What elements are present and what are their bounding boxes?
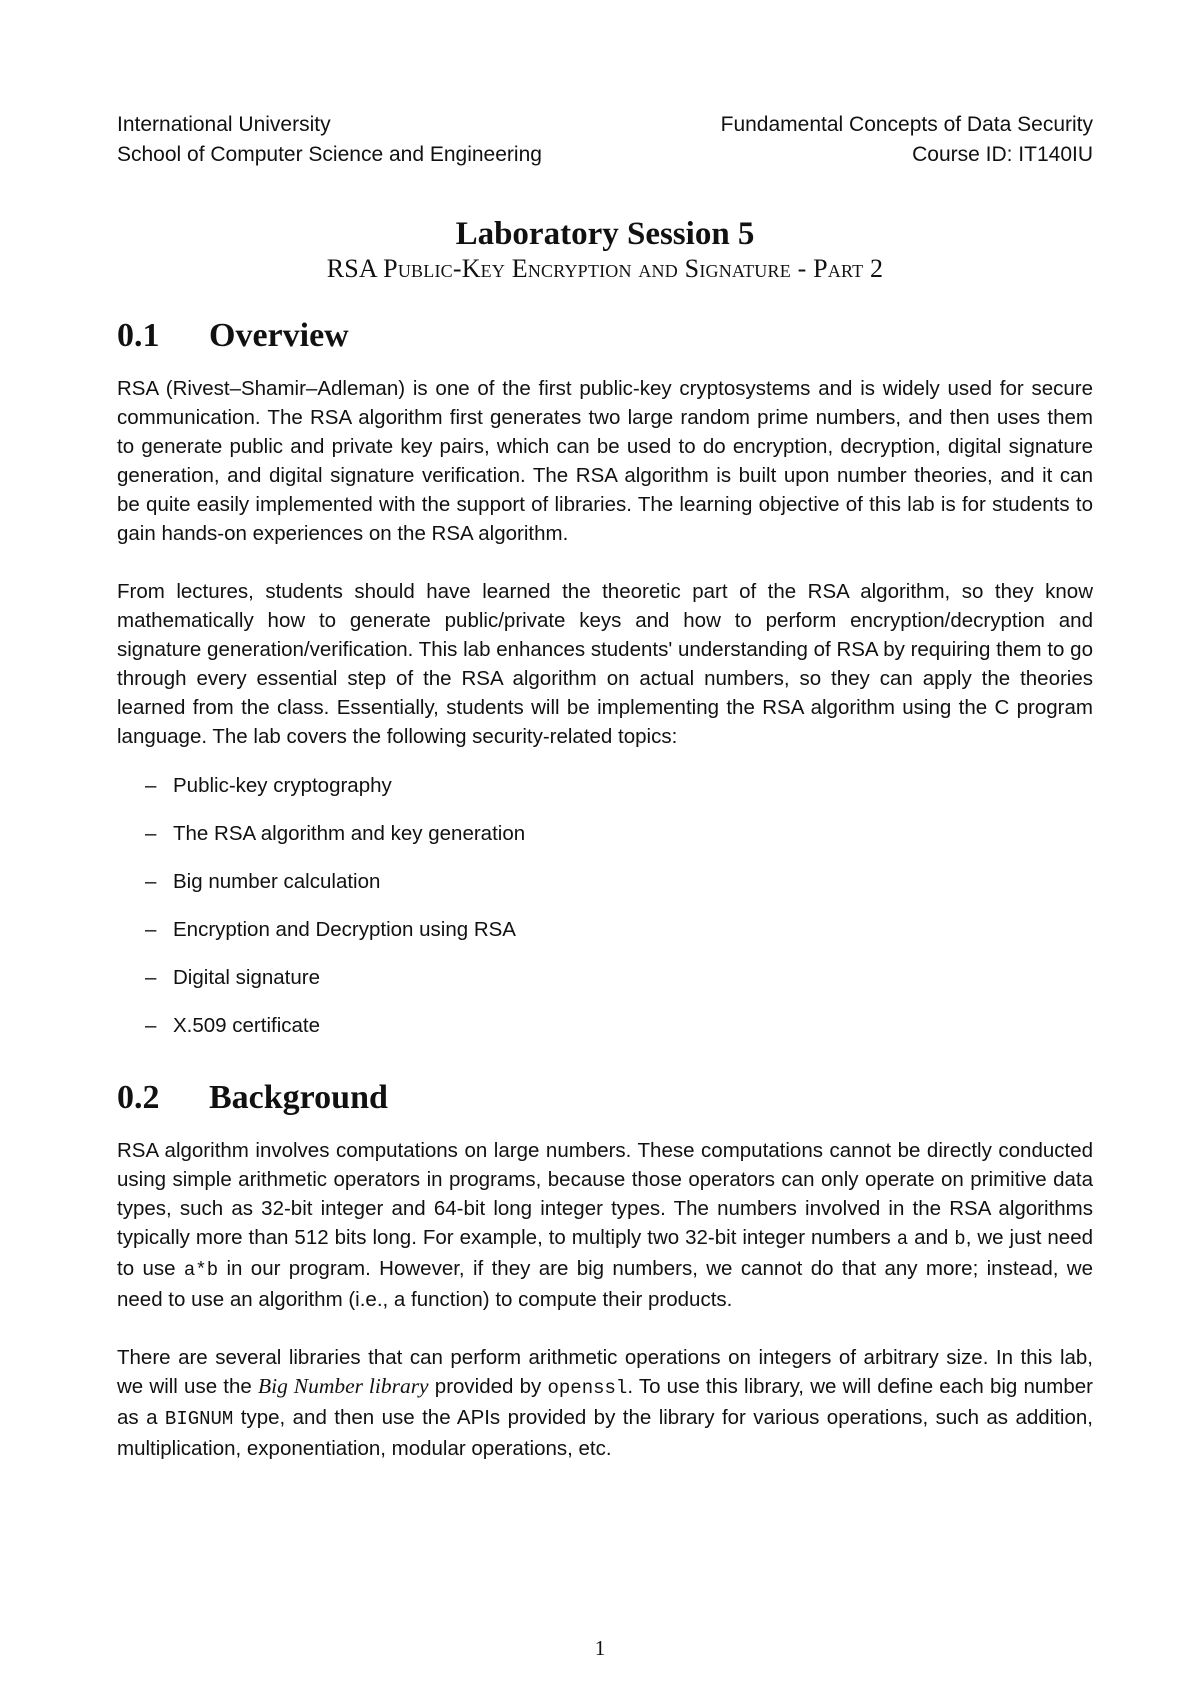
code-a: a [896,1228,909,1250]
code-b: b [954,1228,966,1250]
text-run: provided by [428,1375,548,1398]
course-id: Course ID: IT140IU [912,143,1093,166]
page-header [117,110,1093,170]
overview-paragraph-1: RSA (Rivest–Shamir–Adleman) is one of the first public-key cryptosystems and is widely used for secure communication. The RSA algorithm first generates two large random prime numbers, and then uses them to generate public and private key pairs, which can be used to do encryption, decryption, digital signature generation, and digital signature verification. The RSA algorithm is built upon number theories, and it can be quite easily implemented with the support of libraries. The learning objective of this lab is for students to gain hands-on experiences on the RSA algorithm. [117,377,1093,545]
overview-paragraph-2: From lectures, students should have learned the theoretic part of the RSA algorithm, so they know mathematically how to generate public/private keys and how to perform encryption/decryption and signature generation/verification. This lab enhances students' understanding of RSA by requiring them to go through every essential step of the RSA algorithm on actual numbers, so they can apply the theories learned from the class. Essentially, students will be implementing the RSA algorithm using the C program language. The lab covers the following security-related topics: [117,580,1093,748]
background-paragraph-2 [117,1343,1093,1463]
code-openssl: openssl [547,1377,628,1399]
list-item-text: Big number calculation [173,870,381,893]
text-run: and [908,1226,955,1249]
university-name: International University [117,113,331,136]
list-item [145,1011,1093,1040]
header-right [721,110,1093,170]
section-title: Background [209,1079,388,1116]
header-left [117,110,542,170]
list-item [145,771,1093,800]
text-run: RSA algorithm involves computations on large numbers. These computations cannot be directly conducted using simple arithmetic operators in programs, because those operators can only operate on primitive data types, such as 32-bit integer and 64-bit long integer types. The numbers involved in the RSA algorithms typically more than 512 bits long. For example, to multiply two 32-bit integer numbers [117,1139,1093,1249]
text-run: There are several libraries that can perform arithmetic operations on integers of arbitrary size. In this lab, we will use the [117,1346,1093,1398]
section-heading-background [117,1076,1093,1120]
section-heading-overview [117,314,1093,358]
topics-list [117,771,1093,1040]
list-item-text: X.509 certificate [173,1014,320,1037]
list-item-text: Encryption and Decryption using RSA [173,918,516,941]
list-dash: – [145,870,157,893]
list-item-text: Public-key cryptography [173,774,392,797]
background-paragraph-1 [117,1136,1093,1314]
list-dash: – [145,822,157,845]
section-number: 0.1 [117,317,160,354]
document-title: Laboratory Session 5 [455,216,755,252]
school-name: School of Computer Science and Engineering [117,143,542,166]
list-item [145,819,1093,848]
code-bignum: BIGNUM [164,1408,234,1430]
list-dash: – [145,774,157,797]
course-name: Fundamental Concepts of Data Security [720,113,1093,136]
title-block [117,214,1093,284]
list-item [145,867,1093,896]
section-number: 0.2 [117,1079,160,1116]
italic-library-name: Big Number library [258,1374,429,1398]
code-a-times-b: a*b [183,1259,219,1281]
list-item [145,915,1093,944]
list-dash: – [145,918,157,941]
text-run: . To use this library, we will define each big number as a [117,1375,1093,1429]
list-dash: – [145,1014,157,1037]
document-subtitle: RSA Public-Key Encryption and Signature - Part 2 [326,254,884,283]
list-item-text: The RSA algorithm and key generation [173,822,526,845]
list-item [145,963,1093,992]
list-dash: – [145,966,157,989]
text-run: , we just need to use [117,1226,1093,1280]
text-run: in our program. However, if they are big numbers, we cannot do that any more; instead, we need to use an algorithm (i.e., a function) to compute their products. [117,1257,1094,1311]
page-number: 1 [594,1636,606,1660]
section-title: Overview [209,317,349,354]
text-run: type, and then use the APIs provided by the library for various operations, such as addition, multiplication, exponentiation, modular operations, etc. [117,1406,1093,1460]
list-item-text: Digital signature [173,966,320,989]
document-page [117,110,1093,1463]
